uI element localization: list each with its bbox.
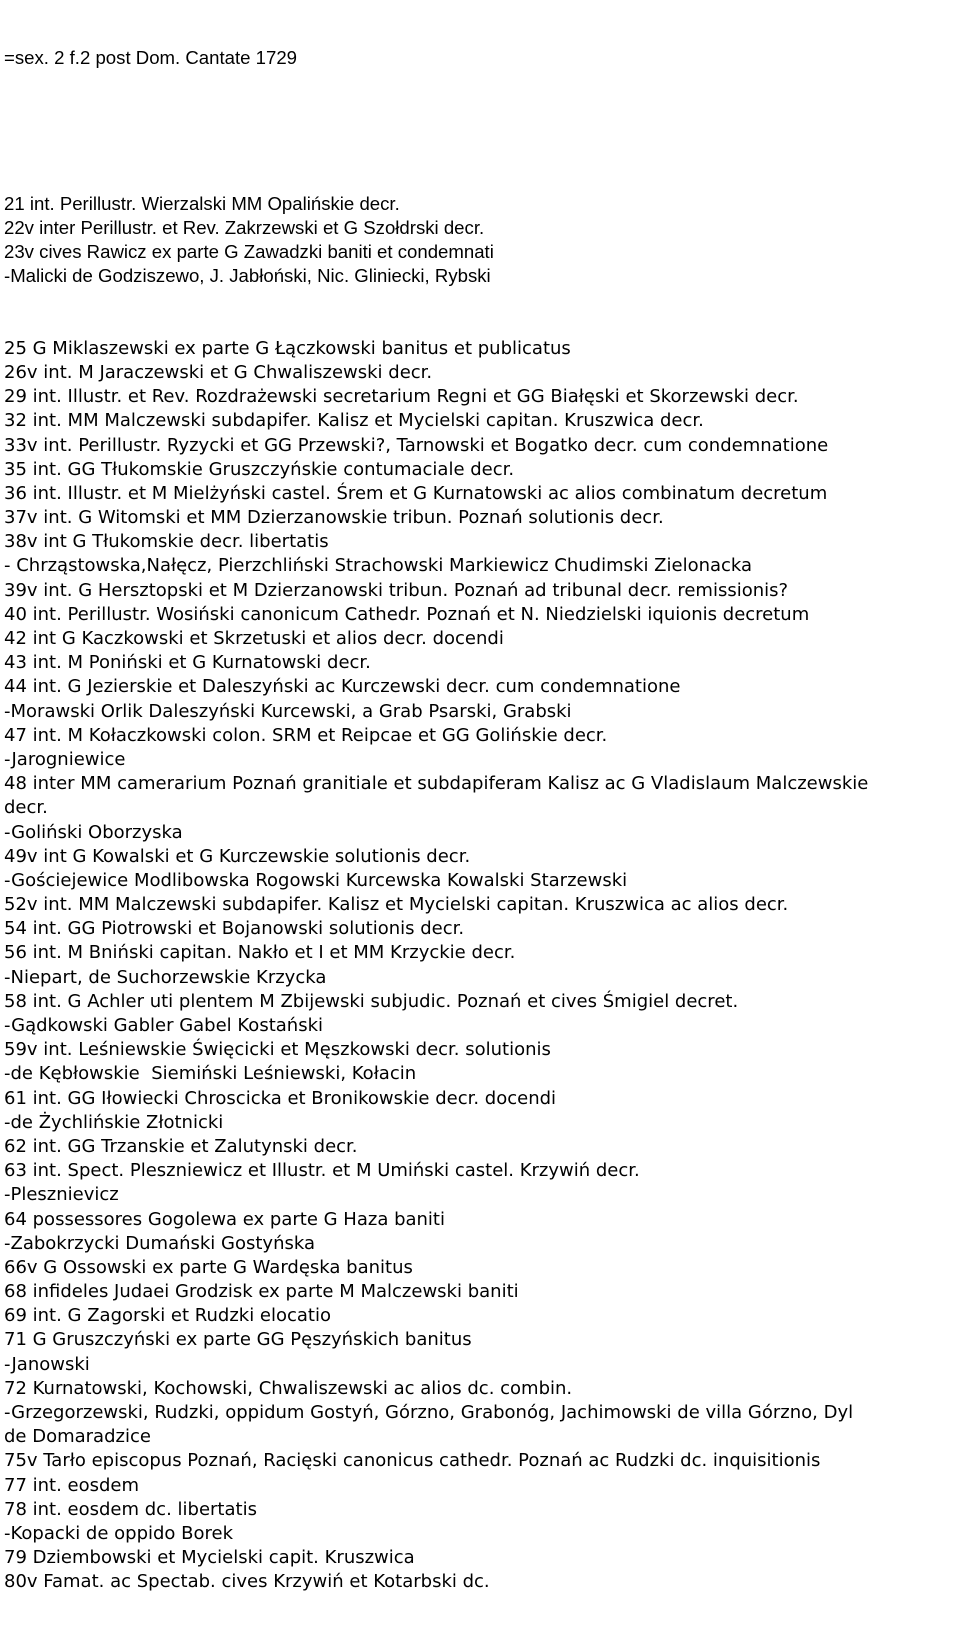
entry-line: - Chrząstowska,Nałęcz, Pierzchliński Strachowski Markiewicz Chudimski Zielonacka (4, 555, 753, 577)
entry-line: 36 int. Illustr. et M Mielżyński castel. Śrem et G Kurnatowski ac alios combinatum decretum (4, 482, 828, 504)
document-header: =sex. 2 f.2 post Dom. Cantate 1729 (4, 47, 298, 69)
entry-line: -de Żychlińskie Złotnicki (4, 1111, 224, 1133)
entries-block-a (4, 192, 868, 289)
entry-line: 61 int. GG Iłowiecki Chroscicka et Bronikowskie decr. docendi (4, 1087, 557, 1109)
entry-line: -Janowski (4, 1353, 90, 1375)
entry-line: 64 possessores Gogolewa ex parte G Haza baniti (4, 1208, 445, 1230)
entry-line: 23v cives Rawicz ex parte G Zawadzki baniti et condemnati (4, 240, 494, 262)
entry-line: 25 G Miklaszewski ex parte G Łączkowski banitus et publicatus (4, 337, 571, 359)
entry-line: 43 int. M Poniński et G Kurnatowski decr. (4, 652, 371, 674)
entry-line: 21 int. Perillustr. Wierzalski MM Opalińskie decr. (4, 192, 400, 214)
blank-line (4, 119, 868, 143)
entry-line: -Jarogniewice (4, 748, 126, 770)
entry-line: 42 int G Kaczkowski et Skrzetuski et alios decr. docendi (4, 628, 504, 649)
entry-line: 80v Famat. ac Spectab. cives Krzywiń et Kotarbski dc. (4, 1571, 490, 1593)
entry-line: 68 infideles Judaei Grodzisk ex parte M Malczewski baniti (4, 1281, 519, 1303)
entries-block-b (4, 337, 868, 1595)
entry-line: 79 Dziembowski et Mycielski capit. Kruszwica (4, 1547, 415, 1569)
entry-line: decr. (4, 797, 48, 819)
entry-line: -Malicki de Godziszewo, J. Jabłoński, Nic. Gliniecki, Rybski (4, 265, 491, 287)
entry-line: 39v int. G Hersztopski et M Dzierzanowski tribun. Poznań ad tribunal decr. remissionis? (4, 579, 789, 601)
entry-line: 72 Kurnatowski, Kochowski, Chwaliszewski ac alios dc. combin. (4, 1377, 573, 1399)
entry-line: 56 int. M Bniński capitan. Nakło et I et MM Krzyckie decr. (4, 942, 516, 964)
entry-line: -Morawski Orlik Daleszyński Kurcewski, a Grab Psarski, Grabski (4, 700, 572, 722)
entry-line: -Goliński Oborzyska (4, 821, 183, 843)
entry-line: 22v inter Perillustr. et Rev. Zakrzewski et G Szołdrski decr. (4, 216, 485, 238)
entry-line: -Grzegorzewski, Rudzki, oppidum Gostyń, Górzno, Grabonóg, Jachimowski de villa Górzno, Dyl (4, 1402, 854, 1423)
entry-line: 32 int. MM Malczewski subdapifer. Kalisz et Mycielski capitan. Kruszwica decr. (4, 410, 704, 432)
entry-line: 63 int. Spect. Pleszniewicz et Illustr. et M Umiński castel. Krzywiń decr. (4, 1160, 640, 1182)
entry-line: -Gościejewice Modlibowska Rogowski Kurcewska Kowalski Starzewski (4, 869, 628, 891)
entry-line: -Plesznievicz (4, 1184, 119, 1206)
entry-line: -Zabokrzycki Dumański Gostyńska (4, 1232, 316, 1254)
entry-line: 40 int. Perillustr. Wosiński canonicum Cathedr. Poznań et N. Niedzielski iquionis decretum (4, 603, 810, 625)
entry-line: 75v Tarło episcopus Poznań, Racięski canonicus cathedr. Poznań ac Rudzki dc. inquisitionis (4, 1450, 821, 1472)
entry-line: 58 int. G Achler uti plentem M Zbijewski subjudic. Poznań et cives Śmigiel decret. (4, 990, 739, 1012)
entry-line: -Gądkowski Gabler Gabel Kostański (4, 1015, 323, 1036)
entry-line: 26v int. M Jaraczewski et G Chwaliszewski decr. (4, 361, 433, 383)
entry-line: -Kopacki de oppido Borek (4, 1522, 234, 1544)
entry-line: 37v int. G Witomski et MM Dzierzanowskie tribun. Poznań solutionis decr. (4, 507, 664, 529)
entry-line: 78 int. eosdem dc. libertatis (4, 1498, 257, 1520)
entry-line: -Niepart, de Suchorzewskie Krzycka (4, 966, 327, 988)
entry-line: -de Kębłowskie Siemiński Leśniewski, Kołacin (4, 1063, 417, 1085)
entry-line: 29 int. Illustr. et Rev. Rozdrażewski secretarium Regni et GG Białęski et Skorzewski decr. (4, 386, 799, 408)
entry-line: de Domaradzice (4, 1426, 151, 1448)
entry-line: 54 int. GG Piotrowski et Bojanowski solutionis decr. (4, 918, 465, 940)
entry-line: 35 int. GG Tłukomskie Gruszczyńskie contumaciale decr. (4, 458, 515, 480)
entry-line: 59v int. Leśniewskie Święcicki et Męszkowski decr. solutionis (4, 1039, 551, 1061)
entry-line: 49v int G Kowalski et G Kurczewskie solutionis decr. (4, 845, 471, 867)
entry-line: 62 int. GG Trzanskie et Zalutynski decr. (4, 1135, 358, 1157)
entry-line: 44 int. G Jezierskie et Daleszyński ac Kurczewski decr. cum condemnatione (4, 676, 681, 698)
entry-line: 52v int. MM Malczewski subdapifer. Kalisz et Mycielski capitan. Kruszwica ac alios decr. (4, 894, 789, 916)
entry-line: 66v G Ossowski ex parte G Wardęska banitus (4, 1256, 413, 1278)
entry-line: 71 G Gruszczyński ex parte GG Pęszyńskich banitus (4, 1329, 472, 1351)
entry-line: 77 int. eosdem (4, 1474, 140, 1496)
entry-line: 33v int. Perillustr. Ryzycki et GG Przewski?, Tarnowski et Bogatko decr. cum condemnatione (4, 434, 829, 456)
entry-line: 47 int. M Kołaczkowski colon. SRM et Reipcae et GG Golińskie decr. (4, 724, 608, 746)
entry-line: 69 int. G Zagorski et Rudzki elocatio (4, 1305, 331, 1327)
entry-line: 48 inter MM camerarium Poznań granitiale et subdapiferam Kalisz ac G Vladislaum Malczewskie (4, 773, 869, 795)
document-body (4, 0, 868, 1643)
entry-line: 38v int G Tłukomskie decr. libertatis (4, 531, 329, 553)
